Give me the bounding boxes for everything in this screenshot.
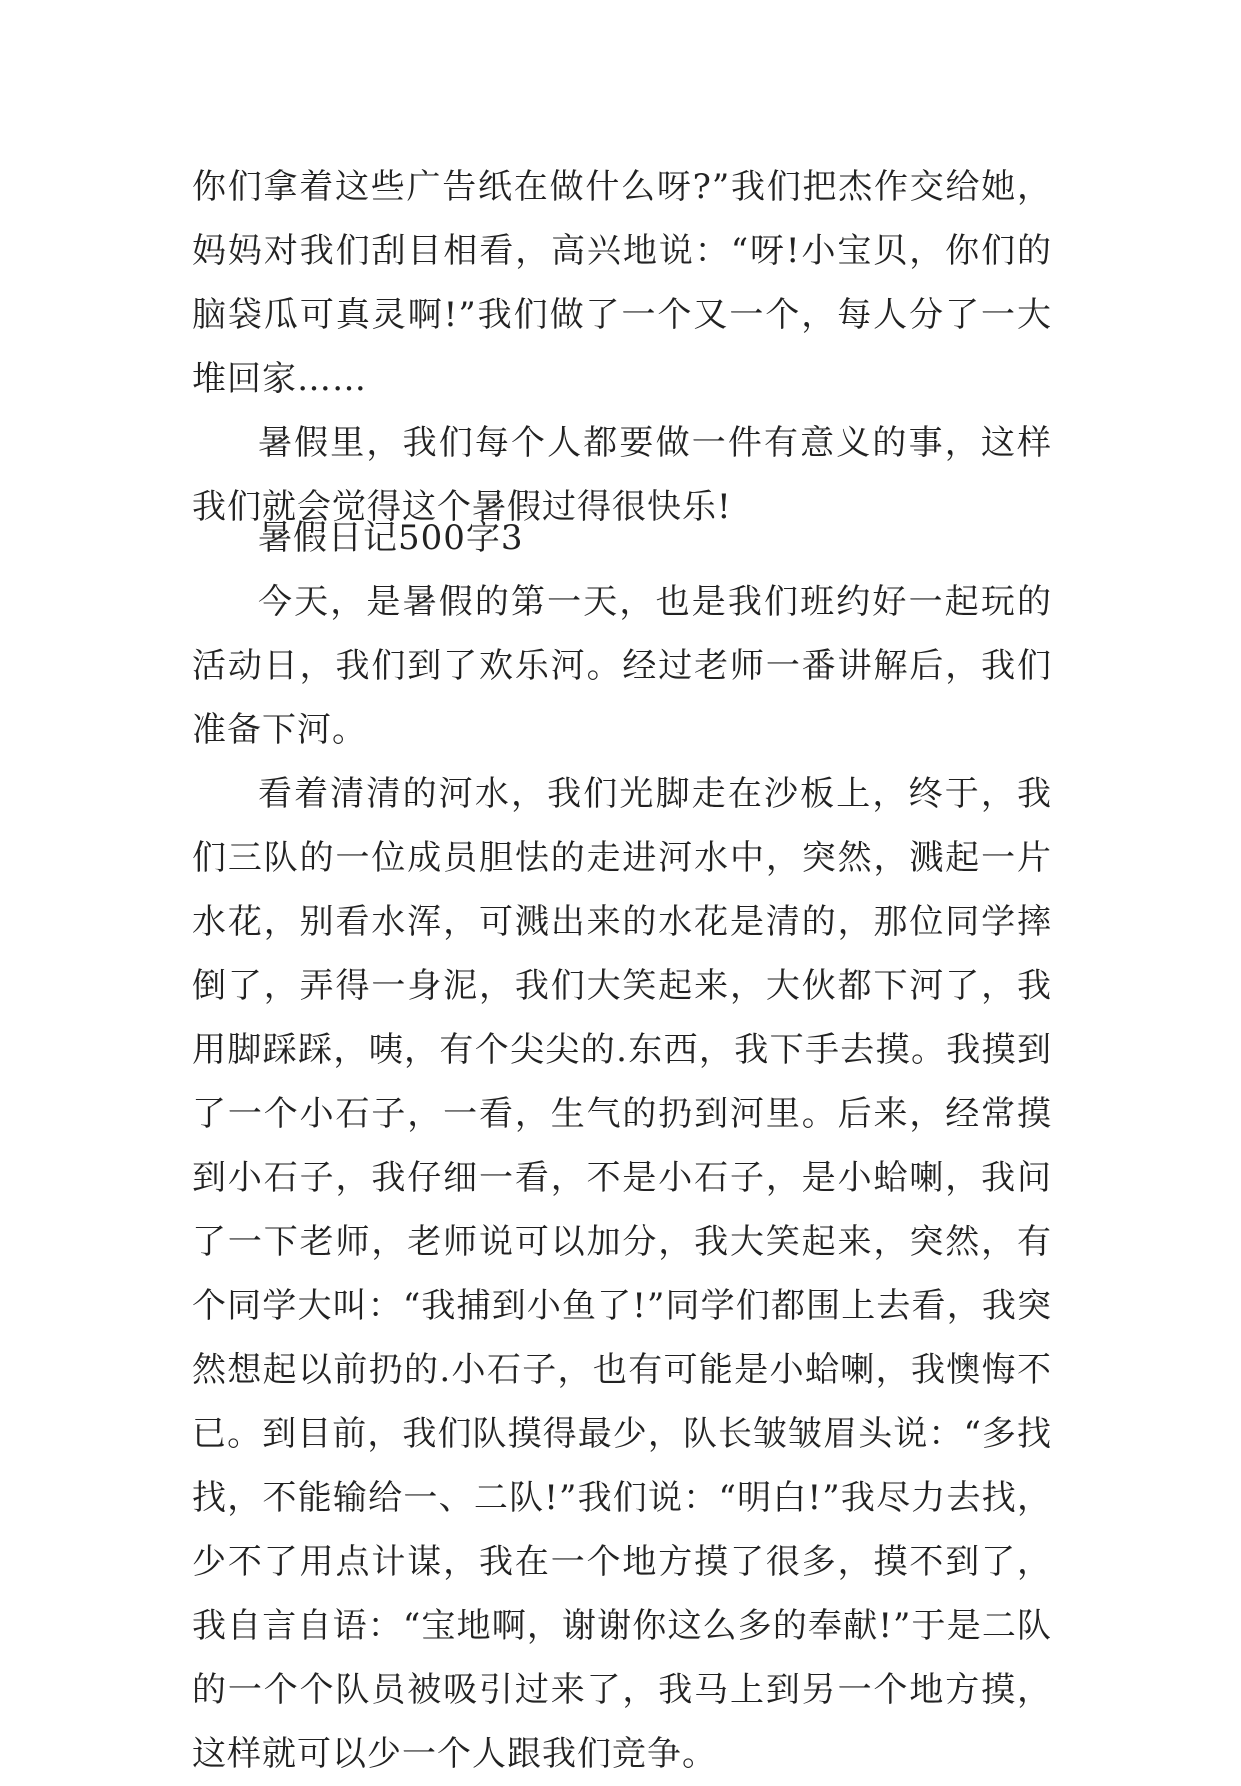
paragraph-river-story: 看着清清的河水，我们光脚走在沙板上，终于，我们三队的一位成员胆怯的走进河水中，突然，溅起一片水花，别看水浑，可溅出来的水花是清的，那位同学摔倒了，弄得一身泥，我们大笑起来，大伙都下河了，我用脚踩踩，咦，有个尖尖的.东西，我下手去摸。我摸到了一个小石子，一看，生气的扔到河里。后来，经常摸到小石子，我仔细一看，不是小石子，是小蛤喇，我问了一下老师，老师说可以加分，我大笑起来，突然，有个同学大叫：“我捕到小鱼了!”同学们都围上去看，我突然想起以前扔的.小石子，也有可能是小蛤喇，我懊悔不已。到目前，我们队摸得最少，队长皱皱眉头说：“多找找，不能输给一、二队!”我们说：“明白!”我尽力去找，少不了用点计谋，我在一个地方摸了很多，摸不到了，我自言自语：“宝地啊，谢谢你这么多的奉献!”于是二队的一个个队员被吸引过来了，我马上到另一个地方摸，这样就可以少一个人跟我们竞争。: [192, 774, 1052, 1774]
text-section-3: [192, 506, 1052, 1786]
paragraph-summer-meaning: 暑假里，我们每个人都要做一件有意义的事，这样我们就会觉得这个暑假过得很快乐!: [192, 423, 1052, 527]
paragraph-first-day: 今天，是暑假的第一天，也是我们班约好一起玩的活动日，我们到了欢乐河。经过老师一番讲解后，我们准备下河。: [192, 582, 1052, 750]
paragraph-continued: 你们拿着这些广告纸在做什么呀?”我们把杰作交给她，妈妈对我们刮目相看，高兴地说：“呀!小宝贝，你们的脑袋瓜可真灵啊!”我们做了一个又一个，每人分了一大堆回家……: [192, 167, 1052, 399]
text-section-top: [192, 155, 1052, 539]
section-heading: 暑假日记500字3: [258, 518, 524, 558]
